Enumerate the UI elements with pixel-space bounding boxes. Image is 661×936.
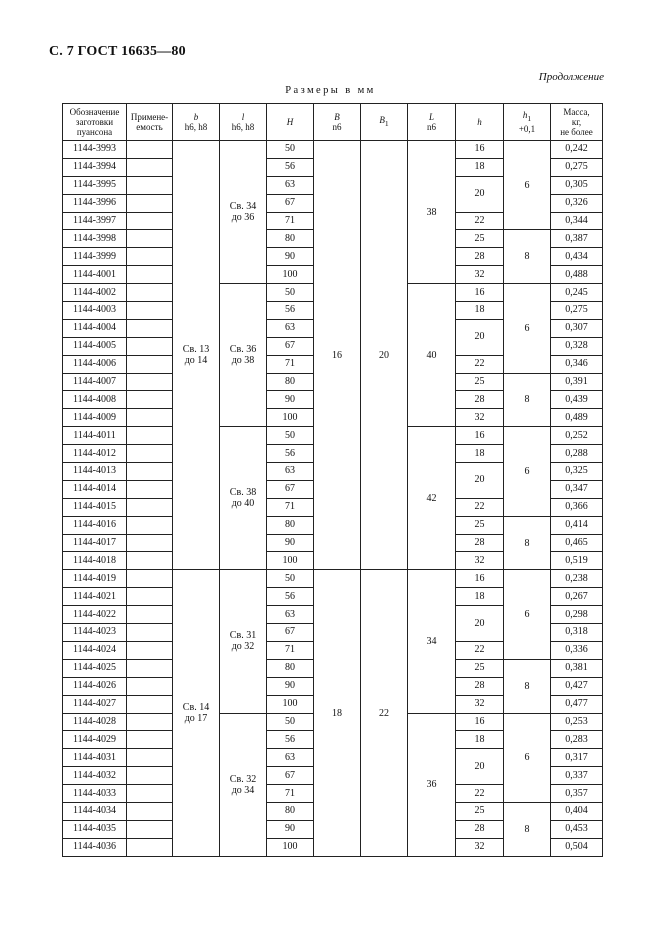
designation-cell: 1144-4012 (63, 445, 127, 463)
h-cell: 16 (456, 713, 504, 731)
mass-cell: 0,439 (551, 391, 603, 409)
header-L-symbol: L (428, 112, 434, 122)
b-range-cell-line: Св. 13 (182, 344, 210, 356)
B1-cell-line: 22 (379, 707, 389, 719)
h-cell: 25 (456, 516, 504, 534)
applicability-cell (127, 212, 173, 230)
applicability-cell (127, 785, 173, 803)
applicability-cell (127, 677, 173, 695)
header-designation (63, 104, 127, 141)
applicability-cell (127, 302, 173, 320)
designation-cell: 1144-4015 (63, 498, 127, 516)
applicability-cell (127, 158, 173, 176)
h1-cell (504, 373, 551, 427)
H-cell: 80 (267, 516, 314, 534)
b-range-cell (173, 570, 220, 856)
applicability-cell (127, 767, 173, 785)
designation-cell: 1144-4022 (63, 606, 127, 624)
mass-cell: 0,253 (551, 713, 603, 731)
h-cell: 22 (456, 641, 504, 659)
mass-cell: 0,346 (551, 355, 603, 373)
designation-cell: 1144-4002 (63, 284, 127, 302)
applicability-cell (127, 588, 173, 606)
h-cell: 32 (456, 695, 504, 713)
H-cell: 71 (267, 355, 314, 373)
page-header: С. 7 ГОСТ 16635—80 (49, 44, 186, 59)
l-range-cell (220, 713, 267, 856)
designation-cell: 1144-4019 (63, 570, 127, 588)
L-cell-line: 42 (426, 492, 437, 504)
H-cell: 100 (267, 838, 314, 856)
l-range-cell (220, 284, 267, 427)
L-cell (408, 141, 456, 284)
h1-cell-line: 8 (524, 394, 530, 406)
H-cell: 90 (267, 677, 314, 695)
applicability-cell (127, 248, 173, 266)
h-cell: 28 (456, 391, 504, 409)
l-range-cell-line: до 40 (231, 498, 255, 510)
H-cell: 56 (267, 588, 314, 606)
applicability-cell (127, 463, 173, 481)
h-cell: 18 (456, 445, 504, 463)
h-cell: 32 (456, 266, 504, 284)
h-cell: 25 (456, 659, 504, 677)
b-range-cell-line: до 17 (184, 713, 208, 724)
L-cell-line: 34 (426, 635, 437, 647)
h-cell: 16 (456, 284, 504, 302)
l-range-cell-line: до 32 (231, 641, 255, 653)
mass-cell: 0,267 (551, 588, 603, 606)
designation-cell: 1144-4004 (63, 319, 127, 337)
L-cell-line: 38 (426, 206, 437, 218)
applicability-cell (127, 409, 173, 427)
applicability-cell (127, 731, 173, 749)
table-row (63, 570, 603, 588)
H-cell: 56 (267, 731, 314, 749)
designation-cell: 1144-4029 (63, 731, 127, 749)
B1-cell-line: 20 (379, 349, 389, 361)
h1-cell (504, 802, 551, 856)
h-cell: 22 (456, 785, 504, 803)
h-cell: 28 (456, 248, 504, 266)
mass-cell: 0,317 (551, 749, 603, 767)
H-cell: 100 (267, 409, 314, 427)
mass-cell: 0,427 (551, 677, 603, 695)
applicability-cell (127, 534, 173, 552)
H-cell: 50 (267, 570, 314, 588)
H-cell: 67 (267, 194, 314, 212)
H-cell: 71 (267, 498, 314, 516)
L-cell (408, 427, 456, 570)
mass-cell: 0,404 (551, 802, 603, 820)
mass-cell: 0,307 (551, 319, 603, 337)
designation-cell: 1144-4031 (63, 749, 127, 767)
B1-cell (361, 570, 408, 856)
H-cell: 63 (267, 606, 314, 624)
H-cell: 67 (267, 480, 314, 498)
b-range-cell (173, 141, 220, 570)
h1-cell-line: 8 (524, 823, 530, 835)
header-b-tolerance: h6, h8 (184, 122, 208, 132)
b-range-cell-line: Св. 14 (182, 702, 210, 713)
header-L (408, 104, 456, 141)
mass-cell: 0,288 (551, 445, 603, 463)
h-cell: 22 (456, 498, 504, 516)
mass-cell: 0,381 (551, 659, 603, 677)
h1-cell (504, 570, 551, 659)
h-cell: 28 (456, 677, 504, 695)
H-cell: 67 (267, 767, 314, 785)
applicability-cell (127, 319, 173, 337)
mass-cell: 0,489 (551, 409, 603, 427)
B-cell (314, 141, 361, 570)
header-l-tolerance: h6, h8 (231, 122, 255, 132)
h1-cell-line: 6 (524, 465, 530, 477)
h1-cell-line: 6 (524, 322, 530, 334)
h-cell: 28 (456, 534, 504, 552)
dimensions-table (62, 103, 603, 857)
mass-cell: 0,238 (551, 570, 603, 588)
H-cell: 80 (267, 659, 314, 677)
applicability-cell (127, 820, 173, 838)
table-row (63, 141, 603, 159)
mass-cell: 0,477 (551, 695, 603, 713)
header-designation-line2: заготовки (75, 117, 114, 127)
applicability-cell (127, 373, 173, 391)
designation-cell: 1144-4017 (63, 534, 127, 552)
l-range-cell (220, 427, 267, 570)
mass-cell: 0,414 (551, 516, 603, 534)
h-cell: 28 (456, 820, 504, 838)
H-cell: 63 (267, 463, 314, 481)
H-cell: 90 (267, 248, 314, 266)
designation-cell: 1144-4026 (63, 677, 127, 695)
mass-cell: 0,242 (551, 141, 603, 159)
L-cell (408, 284, 456, 427)
h1-cell-line: 6 (524, 179, 530, 191)
applicability-cell (127, 337, 173, 355)
designation-cell: 1144-4032 (63, 767, 127, 785)
H-cell: 50 (267, 284, 314, 302)
applicability-cell (127, 391, 173, 409)
H-cell: 100 (267, 695, 314, 713)
H-cell: 56 (267, 302, 314, 320)
mass-cell: 0,366 (551, 498, 603, 516)
designation-cell: 1144-3999 (63, 248, 127, 266)
mass-cell: 0,252 (551, 427, 603, 445)
header-l (220, 104, 267, 141)
mass-cell: 0,519 (551, 552, 603, 570)
B-cell-line: 16 (332, 349, 342, 361)
mass-cell: 0,387 (551, 230, 603, 248)
designation-cell: 1144-4008 (63, 391, 127, 409)
h-cell: 18 (456, 731, 504, 749)
H-cell: 80 (267, 802, 314, 820)
mass-cell: 0,504 (551, 838, 603, 856)
header-B (314, 104, 361, 141)
header-applicability-line2: емость (136, 122, 163, 132)
h1-cell-line: 8 (524, 537, 530, 549)
header-B1-symbol: B (379, 115, 385, 126)
mass-cell: 0,275 (551, 302, 603, 320)
H-cell: 100 (267, 552, 314, 570)
h-cell: 16 (456, 427, 504, 445)
H-cell: 100 (267, 266, 314, 284)
h-cell: 20 (456, 606, 504, 642)
header-L-tolerance: n6 (427, 122, 436, 132)
H-cell: 90 (267, 534, 314, 552)
h-cell: 32 (456, 552, 504, 570)
H-cell: 50 (267, 713, 314, 731)
h-cell: 18 (456, 588, 504, 606)
header-h-symbol: h (477, 117, 482, 127)
h1-cell (504, 230, 551, 284)
designation-cell: 1144-3994 (63, 158, 127, 176)
H-cell: 56 (267, 445, 314, 463)
h1-cell (504, 284, 551, 373)
h-cell: 22 (456, 355, 504, 373)
H-cell: 56 (267, 158, 314, 176)
applicability-cell (127, 480, 173, 498)
applicability-cell (127, 516, 173, 534)
H-cell: 67 (267, 624, 314, 642)
h1-cell (504, 713, 551, 802)
H-cell: 80 (267, 373, 314, 391)
B1-cell (361, 141, 408, 570)
H-cell: 90 (267, 820, 314, 838)
header-H (267, 104, 314, 141)
applicability-cell (127, 713, 173, 731)
L-cell-line: 36 (426, 779, 437, 791)
designation-cell: 1144-4006 (63, 355, 127, 373)
h-cell: 32 (456, 838, 504, 856)
applicability-cell (127, 838, 173, 856)
l-range-cell-line: Св. 31 (229, 630, 257, 642)
h-cell: 18 (456, 302, 504, 320)
applicability-cell (127, 355, 173, 373)
H-cell: 80 (267, 230, 314, 248)
mass-cell: 0,337 (551, 767, 603, 785)
l-range-cell-line: Св. 32 (229, 773, 257, 785)
H-cell: 90 (267, 391, 314, 409)
L-cell-line: 40 (426, 349, 437, 361)
H-cell: 71 (267, 785, 314, 803)
header-mass-line3: не более (560, 127, 593, 137)
applicability-cell (127, 266, 173, 284)
header-mass-line1: Масса, (563, 107, 590, 117)
header-B-tolerance: n6 (332, 122, 342, 132)
mass-cell: 0,434 (551, 248, 603, 266)
designation-cell: 1144-4016 (63, 516, 127, 534)
applicability-cell (127, 624, 173, 642)
L-cell (408, 713, 456, 856)
H-cell: 50 (267, 141, 314, 159)
h-cell: 20 (456, 463, 504, 499)
applicability-cell (127, 659, 173, 677)
applicability-cell (127, 802, 173, 820)
header-h1 (504, 104, 551, 141)
mass-cell: 0,275 (551, 158, 603, 176)
H-cell: 63 (267, 176, 314, 194)
designation-cell: 1144-4025 (63, 659, 127, 677)
H-cell: 63 (267, 319, 314, 337)
designation-cell: 1144-4033 (63, 785, 127, 803)
header-b (173, 104, 220, 141)
header-applicability (127, 104, 173, 141)
designation-cell: 1144-4003 (63, 302, 127, 320)
header-B-symbol: B (334, 112, 340, 122)
designation-cell: 1144-4027 (63, 695, 127, 713)
applicability-cell (127, 141, 173, 159)
h1-cell (504, 516, 551, 570)
B-cell-line: 18 (332, 707, 342, 719)
designation-cell: 1144-3997 (63, 212, 127, 230)
header-row (63, 104, 603, 141)
designation-cell: 1144-4013 (63, 463, 127, 481)
designation-cell: 1144-4011 (63, 427, 127, 445)
designation-cell: 1144-4028 (63, 713, 127, 731)
H-cell: 63 (267, 749, 314, 767)
designation-cell: 1144-3998 (63, 230, 127, 248)
designation-cell: 1144-3995 (63, 176, 127, 194)
applicability-cell (127, 284, 173, 302)
mass-cell: 0,336 (551, 641, 603, 659)
h1-cell (504, 659, 551, 713)
h1-cell (504, 427, 551, 516)
mass-cell: 0,283 (551, 731, 603, 749)
l-range-cell (220, 141, 267, 284)
l-range-cell-line: Св. 38 (229, 487, 257, 499)
h-cell: 22 (456, 212, 504, 230)
applicability-cell (127, 230, 173, 248)
applicability-cell (127, 606, 173, 624)
applicability-cell (127, 194, 173, 212)
h-cell: 20 (456, 319, 504, 355)
designation-cell: 1144-3993 (63, 141, 127, 159)
mass-cell: 0,328 (551, 337, 603, 355)
mass-cell: 0,325 (551, 463, 603, 481)
l-range-cell-line: Св. 34 (229, 201, 257, 213)
mass-cell: 0,344 (551, 212, 603, 230)
h-cell: 25 (456, 373, 504, 391)
designation-cell: 1144-4009 (63, 409, 127, 427)
h-cell: 25 (456, 230, 504, 248)
applicability-cell (127, 570, 173, 588)
designation-cell: 1144-4023 (63, 624, 127, 642)
B-cell (314, 570, 361, 856)
header-h1-subscript: 1 (527, 113, 532, 123)
h1-cell-line: 8 (524, 680, 530, 692)
mass-cell: 0,245 (551, 284, 603, 302)
mass-cell: 0,318 (551, 624, 603, 642)
table-caption: Размеры в мм (285, 85, 376, 96)
table-body (63, 141, 603, 857)
designation-cell: 1144-4024 (63, 641, 127, 659)
mass-cell: 0,305 (551, 176, 603, 194)
applicability-cell (127, 641, 173, 659)
H-cell: 71 (267, 212, 314, 230)
header-mass-line2: кг, (571, 117, 582, 127)
designation-cell: 1144-3996 (63, 194, 127, 212)
designation-cell: 1144-4021 (63, 588, 127, 606)
header-h1-tolerance: +0,1 (518, 123, 536, 134)
header-B1 (361, 104, 408, 141)
header-mass (551, 104, 603, 141)
h-cell: 18 (456, 158, 504, 176)
designation-cell: 1144-4018 (63, 552, 127, 570)
header-H-symbol: H (286, 117, 294, 127)
mass-cell: 0,298 (551, 606, 603, 624)
header-h1-symbol: h (522, 110, 528, 121)
header-designation-line3: пуансона (76, 127, 113, 137)
applicability-cell (127, 427, 173, 445)
applicability-cell (127, 498, 173, 516)
h1-cell-line: 6 (524, 752, 530, 764)
mass-cell: 0,391 (551, 373, 603, 391)
header-designation-line1: Обозначение (69, 107, 120, 117)
header-h (456, 104, 504, 141)
designation-cell: 1144-4035 (63, 820, 127, 838)
h-cell: 16 (456, 570, 504, 588)
designation-cell: 1144-4034 (63, 802, 127, 820)
mass-cell: 0,453 (551, 820, 603, 838)
b-range-cell-line: до 14 (184, 355, 208, 367)
l-range-cell-line: до 36 (231, 212, 255, 224)
h-cell: 32 (456, 409, 504, 427)
l-range-cell-line: до 34 (231, 784, 255, 796)
designation-cell: 1144-4001 (63, 266, 127, 284)
applicability-cell (127, 552, 173, 570)
header-l-symbol: l (241, 112, 245, 122)
mass-cell: 0,357 (551, 785, 603, 803)
h-cell: 20 (456, 749, 504, 785)
h1-cell (504, 141, 551, 230)
h-cell: 20 (456, 176, 504, 212)
applicability-cell (127, 445, 173, 463)
mass-cell: 0,347 (551, 480, 603, 498)
h-cell: 16 (456, 141, 504, 159)
applicability-cell (127, 749, 173, 767)
h-cell: 25 (456, 802, 504, 820)
L-cell (408, 570, 456, 713)
designation-cell: 1144-4036 (63, 838, 127, 856)
l-range-cell-line: Св. 36 (229, 344, 257, 356)
h1-cell-line: 8 (524, 251, 530, 263)
header-b-symbol: b (193, 112, 199, 122)
applicability-cell (127, 695, 173, 713)
l-range-cell-line: до 38 (231, 355, 255, 367)
header-applicability-line1: Примене- (130, 112, 169, 122)
mass-cell: 0,465 (551, 534, 603, 552)
H-cell: 50 (267, 427, 314, 445)
continuation-note: Продолжение (538, 71, 604, 83)
designation-cell: 1144-4014 (63, 480, 127, 498)
H-cell: 71 (267, 641, 314, 659)
applicability-cell (127, 176, 173, 194)
h1-cell-line: 6 (524, 609, 530, 621)
H-cell: 67 (267, 337, 314, 355)
header-B1-subscript: 1 (384, 118, 389, 128)
mass-cell: 0,488 (551, 266, 603, 284)
l-range-cell (220, 570, 267, 713)
mass-cell: 0,326 (551, 194, 603, 212)
designation-cell: 1144-4007 (63, 373, 127, 391)
designation-cell: 1144-4005 (63, 337, 127, 355)
